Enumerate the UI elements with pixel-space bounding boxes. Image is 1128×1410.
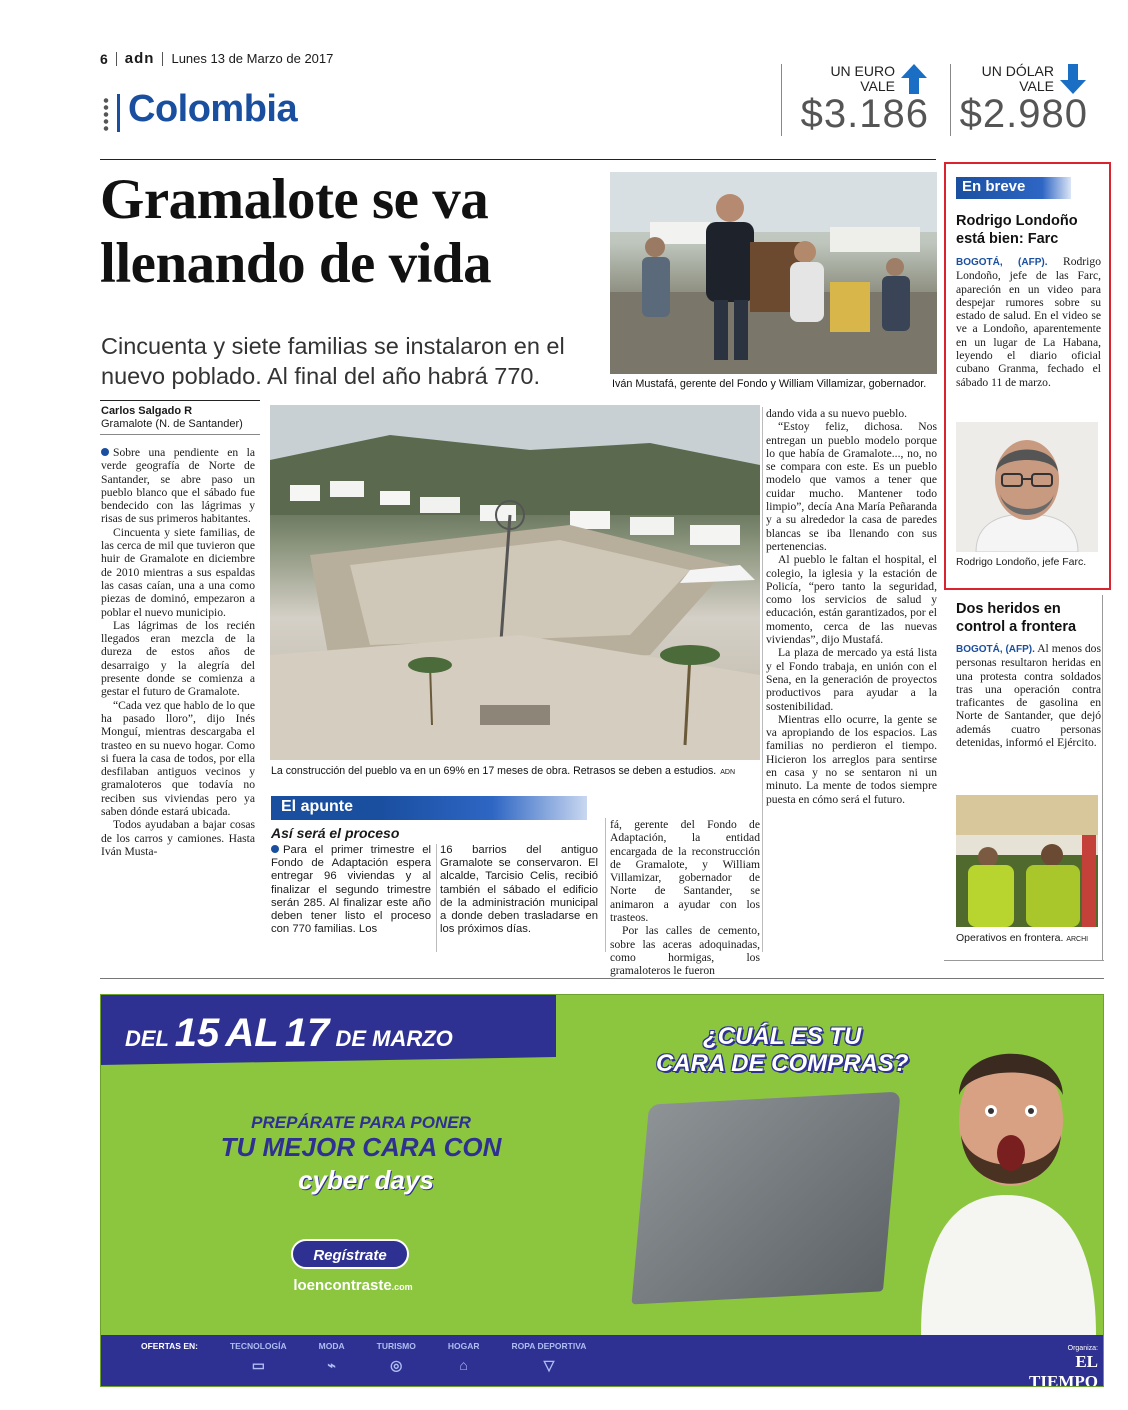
byline — [101, 405, 243, 431]
euro-rate — [781, 64, 941, 136]
category-turismo[interactable]: TURISMO ◎ — [376, 1341, 416, 1373]
folio-divider — [162, 52, 163, 66]
cyberdays-logo: cyber days — [298, 1165, 434, 1195]
paragraph: Todos ayudaban a bajar cosas de los carros y camiones. Hasta Iván Musta- — [101, 818, 255, 858]
photo-officials — [610, 172, 937, 374]
column-divider — [605, 818, 606, 952]
el-tiempo-logo: EL TIEMPO — [1029, 1352, 1098, 1387]
globe-icon: ◎ — [390, 1357, 403, 1373]
dateline-location: Gramalote (N. de Santander) — [101, 418, 243, 430]
photo-officials-caption: Iván Mustafá, gerente del Fondo y William Villamizar, gobernador. — [612, 378, 927, 390]
shoe-icon: ⌁ — [327, 1357, 336, 1373]
photo-town-caption: La construcción del pueblo va en un 69% en 17 meses de obra. Retrasos se deben a estudios. ADN — [271, 765, 736, 777]
category-tecnologia[interactable]: TECNOLOGÍA ▭ — [229, 1341, 287, 1373]
folio-divider — [116, 52, 117, 66]
photo-londono — [956, 422, 1098, 552]
paragraph: Cincuenta y siete familias, de las cerca de mil que tuvieron que huir de Gramalote en diciembre de 2010 mientras a sus espaldas las casas caían, una a una como piezas de dominó, empezaron a poblar el nuevo municipio. — [101, 525, 255, 619]
euro-value: $3.186 — [800, 92, 929, 136]
brief-1-dateline: BOGOTÁ, (AFP). — [956, 257, 1048, 268]
ad-separator — [100, 978, 1104, 979]
arrow-down-icon — [1060, 64, 1086, 94]
apunte-label: El apunte — [271, 796, 587, 820]
offers-label: OFERTAS EN: — [141, 1341, 198, 1351]
brief-2-text: BOGOTÁ, (AFP). Al menos dos personas resultaron heridas en una protesta contra soldados tras una operación contra traficantes de gasolina en Norte de Santander, que dejó además cuatro personas detenidas, informó el Ejército. — [956, 642, 1101, 750]
category-ropa-deportiva[interactable]: ROPA DEPORTIVA ▽ — [511, 1341, 587, 1373]
police-illustration — [956, 795, 1098, 927]
section-bar — [117, 94, 120, 132]
brief-1-caption: Rodrigo Londoño, jefe Farc. — [956, 556, 1087, 568]
section-dots — [103, 97, 109, 131]
cyberdays-advertisement[interactable] — [100, 994, 1104, 1387]
header-rule — [100, 159, 936, 160]
euro-label: UN EURO — [830, 63, 895, 79]
headline-line-2: llenando de vida — [100, 232, 492, 295]
paragraph: Sobre una pendiente en la verde geografía de Norte de Santander, se abre paso un pueblo blanco que el sábado fue bendecido con las lágrimas y risas de sus primeros habitantes. — [101, 446, 255, 526]
sidebar-rule — [944, 960, 1104, 961]
photo-town — [270, 405, 760, 760]
photo-credit: ADN — [720, 769, 736, 776]
brand-logo: adn — [124, 50, 155, 67]
bullet-icon — [101, 448, 109, 456]
brief-2-caption: Operativos en frontera. ARCHI — [956, 932, 1089, 944]
article-column-3: fá, gerente del Fondo de Adaptación, la entidad encargada de la reconstrucción de Gramalote, y William Villamizar, gobernador de Norte de Santander, se animaron a ayudar con los trasteos. Por las calles de cemento, sobre las aceras adoquinadas, como hormigas, los gramaloteros le fueron — [610, 818, 760, 978]
author: Carlos Salgado R — [101, 405, 193, 417]
dollar-label: UN DÓLAR — [981, 63, 1054, 79]
register-button[interactable]: Regístrate — [291, 1239, 409, 1269]
paragraph: “Cada vez que hablo de lo que ha pasado lloro”, dijo Inés Monguí, mientras descargaba el trasteo en su nuevo hogar. Como si fuera la casa de todos, por ella desfilaban antiguos vecinos y gramaloteros que todavía no reciben sus viviendas pero ya saben dónde estará ubicada. — [101, 698, 255, 819]
article-column-1 — [101, 446, 255, 858]
section-title: Colombia — [128, 88, 298, 130]
headline-line-1: Gramalote se va — [100, 168, 489, 231]
euro-label-vale: VALE — [860, 78, 895, 94]
subhead: Cincuenta y siete familias se instalaron en el nuevo poblado. Al final del año habrá 770. — [101, 333, 565, 389]
ad-categories — [141, 1341, 586, 1374]
devices-icon: ▭ — [251, 1357, 265, 1373]
category-hogar[interactable]: HOGAR ⌂ — [447, 1341, 480, 1373]
photo-people-illustration — [610, 172, 937, 374]
brief-2-title: Dos heridos en control a frontera — [956, 601, 1077, 635]
dollar-rate — [950, 64, 1100, 136]
loencontraste-logo: loencontraste.com — [293, 1277, 413, 1294]
arrow-up-icon — [901, 64, 927, 94]
ad-date: DEL 15 AL 17 DE MARZO — [125, 1011, 453, 1055]
dollar-value: $2.980 — [959, 92, 1088, 136]
photo-credit: ARCHI — [1066, 936, 1089, 943]
byline-rule — [100, 400, 260, 401]
portrait-illustration — [956, 422, 1098, 552]
house-icon: ⌂ — [459, 1357, 468, 1373]
organizer: Organiza: EL TIEMPO — [1006, 1345, 1098, 1387]
folio — [100, 50, 333, 67]
apunte-column-1: Para el primer trimestre el Fondo de Adaptación espera entregar 96 viviendas y al finalizar el segundo trimestre serán 285. Al finalizar este año deben tener listo el proceso con 770 familias. Los — [271, 844, 431, 936]
apunte-title: Así será el proceso — [271, 825, 400, 841]
brief-2-dateline: BOGOTÁ, (AFP). — [956, 644, 1035, 655]
column-divider — [436, 844, 437, 952]
paragraph: Las lágrimas de los recién llegados eran mezcla de la dureza de estos años de desarraigo y la alegría del presente donde se comienza a gestar el futuro de Gramalote. — [101, 618, 255, 699]
brief-1-title: Rodrigo Londoño está bien: Farc — [956, 213, 1078, 247]
shirt-icon: ▽ — [543, 1357, 555, 1373]
ad-question: ¿CUÁL ES TU CARA DE COMPRAS? — [656, 1023, 909, 1077]
byline-rule-bottom — [100, 434, 260, 435]
sidebar-rule — [1102, 595, 1103, 960]
man-illustration — [911, 1025, 1101, 1335]
article-column-4: dando vida a su nuevo pueblo. “Estoy feliz, dichosa. Nos entregan un pueblo modelo porque lo que había de Gramalote..., no, no se compara con este. Es un pueblo modelo que vamos a tener que cuidar mucho. Mantener todo limpio”, decía Ana María Peñaranda y a su alrededor la casa de paredes blancas se iba llenando con sus pertenencias. Al pueblo le faltan el hospital, el colegio, la iglesia y la estación de Policía, “pero tanto la seguridad, como los servicios de salud y educación, están garantizados, por el momento, cerca de las nuevas viviendas”, dijo Mustafá. La plaza de mercado ya está lista y el Fondo trabaja, en unión con el Sena, en la generación de proyectos productivos para ayudar a la sostenibilidad. Mientras ello ocurre, la gente se va apropiando de los espacios. Las familias no perdieron el tiempo. Hicieron los arreglos para sentirse en casa y no se sentaron ni un minuto. La mente de todos siempre puesta en cómo será el futuro. — [766, 407, 937, 806]
page-number: 6 — [100, 50, 108, 67]
ad-tagline: PREPÁRATE PARA PONER TU MEJOR CARA CON — [220, 1113, 502, 1162]
issue-date: Lunes 13 de Marzo de 2017 — [171, 51, 334, 66]
dollar-label-vale: VALE — [1019, 78, 1054, 94]
bullet-icon — [271, 845, 279, 853]
laptop-illustration — [631, 1092, 900, 1305]
category-moda[interactable]: MODA ⌁ — [318, 1341, 345, 1373]
headline — [100, 168, 600, 296]
apunte-column-2: 16 barrios del antiguo Gramalote se conservaron. El alcalde, Tarcisio Celis, recibió también el sábado el edificio de la administración municipal a donde deben trasladarse en los próximos días. — [440, 844, 598, 936]
en-breve-label: En breve — [956, 177, 1071, 199]
brief-1-text: BOGOTÁ, (AFP). Rodrigo Londoño, jefe de las Farc, apareción en un video para despejar rumores sobre su estado de salud. En el video se ve a Londoño, aparentemente en un lugar de La Habana, leyendo el diario oficial cubano Granma, fechado el sábado 11 de marzo. — [956, 255, 1101, 389]
photo-border-operation — [956, 795, 1098, 927]
photo-town-illustration — [270, 405, 760, 760]
column-divider — [762, 407, 763, 952]
